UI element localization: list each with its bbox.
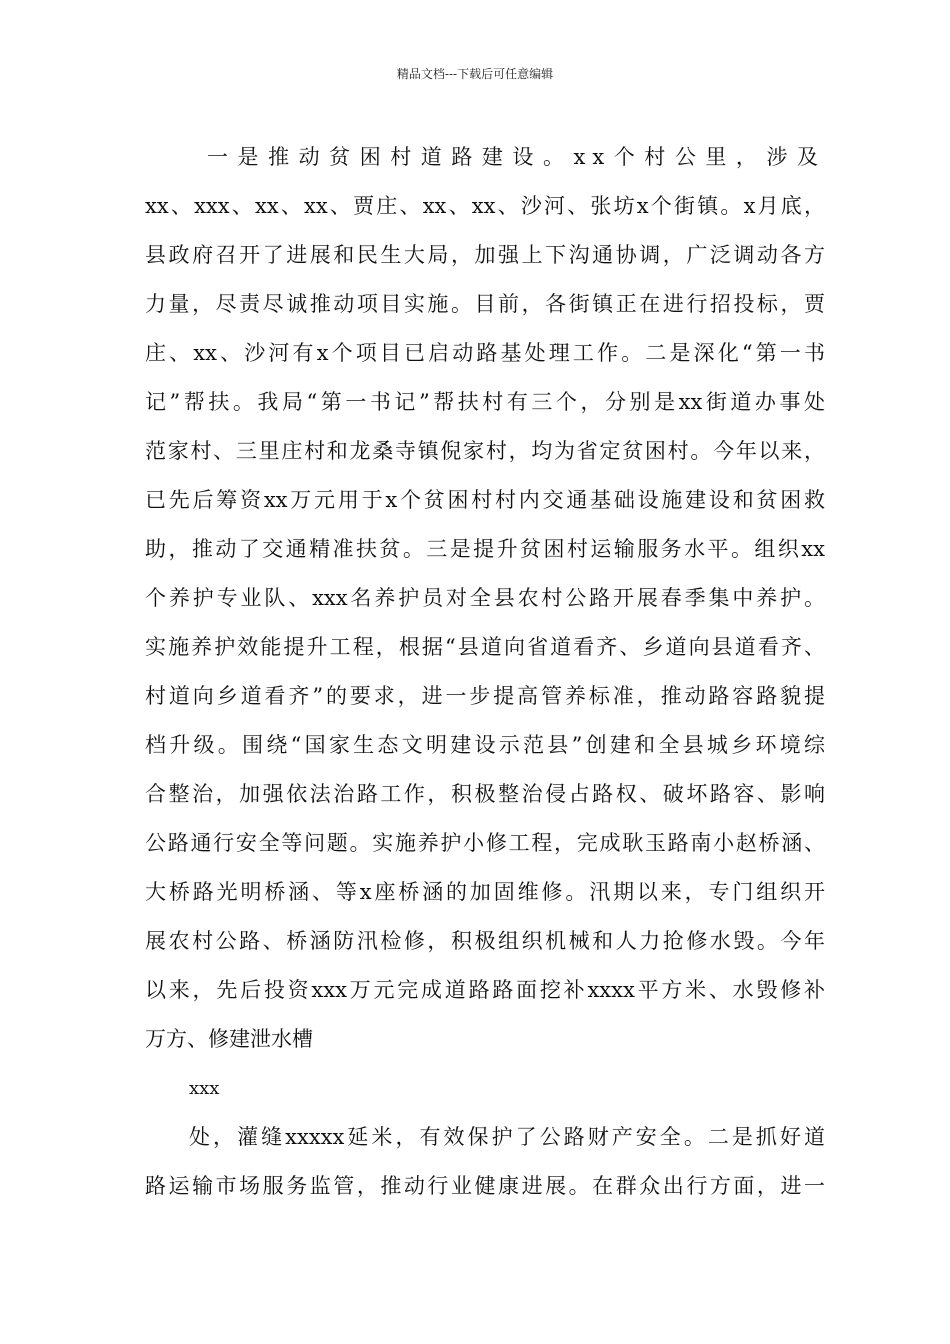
- text-line: 个养护专业队、xxx名养护员对全县农村公路开展春季集中养护。: [145, 586, 825, 610]
- text-line: 范家村、三里庄村和龙桑寺镇倪家村，均为省定贫困村。今年以来，: [145, 439, 825, 463]
- text-line: 公路通行安全等问题。实施养护小修工程，完成耿玉路南小赵桥涵、: [145, 831, 825, 855]
- page-header: 精品文档---下载后可任意编辑: [396, 67, 554, 81]
- text-line: 记”帮扶。我局“第一书记”帮扶村有三个，分别是xx街道办事处: [145, 390, 825, 414]
- text-line: 处，灌缝xxxxx延米，有效保护了公路财产安全。二是抓好道: [189, 1125, 825, 1149]
- text-line: 万方、修建泄水槽: [145, 1027, 313, 1051]
- text-line: 路运输市场服务监管，推动行业健康进展。在群众出行方面，进一: [145, 1174, 825, 1198]
- text-line: xx、xxx、xx、xx、贾庄、xx、xx、沙河、张坊x个街镇。x月底，: [145, 194, 825, 218]
- text-line: 已先后筹资xx万元用于x个贫困村村内交通基础设施建设和贫困救: [145, 488, 825, 512]
- text-line: 档升级。围绕“国家生态文明建设示范县”创建和全县城乡环境综: [145, 733, 825, 757]
- text-line: 县政府召开了进展和民生大局，加强上下沟通协调，广泛调动各方: [145, 243, 825, 267]
- text-line: 以来，先后投资xxx万元完成道路路面挖补xxxx平方米、水毁修补: [145, 978, 825, 1002]
- text-line: 一是推动贫困村道路建设。xx个村公里，涉及: [207, 145, 825, 169]
- text-line: 助，推动了交通精准扶贫。三是提升贫困村运输服务水平。组织xx: [145, 537, 825, 561]
- text-line: 村道向乡道看齐”的要求，进一步提高管养标准，推动路容路貌提: [145, 684, 825, 708]
- text-line: 展农村公路、桥涵防汛检修，积极组织机械和人力抢修水毁。今年: [145, 929, 825, 953]
- text-line: 合整治，加强依法治路工作，积极整治侵占路权、破坏路容、影响: [145, 782, 825, 806]
- text-fragment: xxx: [189, 1078, 220, 1099]
- text-line: 实施养护效能提升工程，根据“县道向省道看齐、乡道向县道看齐、: [145, 635, 825, 659]
- text-line: 大桥路光明桥涵、等x座桥涵的加固维修。汛期以来，专门组织开: [145, 880, 825, 904]
- text-line: 庄、xx、沙河有x个项目已启动路基处理工作。二是深化“第一书: [145, 341, 825, 365]
- document-body: [145, 133, 825, 1211]
- text-line: 力量，尽责尽诚推动项目实施。目前，各街镇正在进行招投标，贾: [145, 292, 825, 316]
